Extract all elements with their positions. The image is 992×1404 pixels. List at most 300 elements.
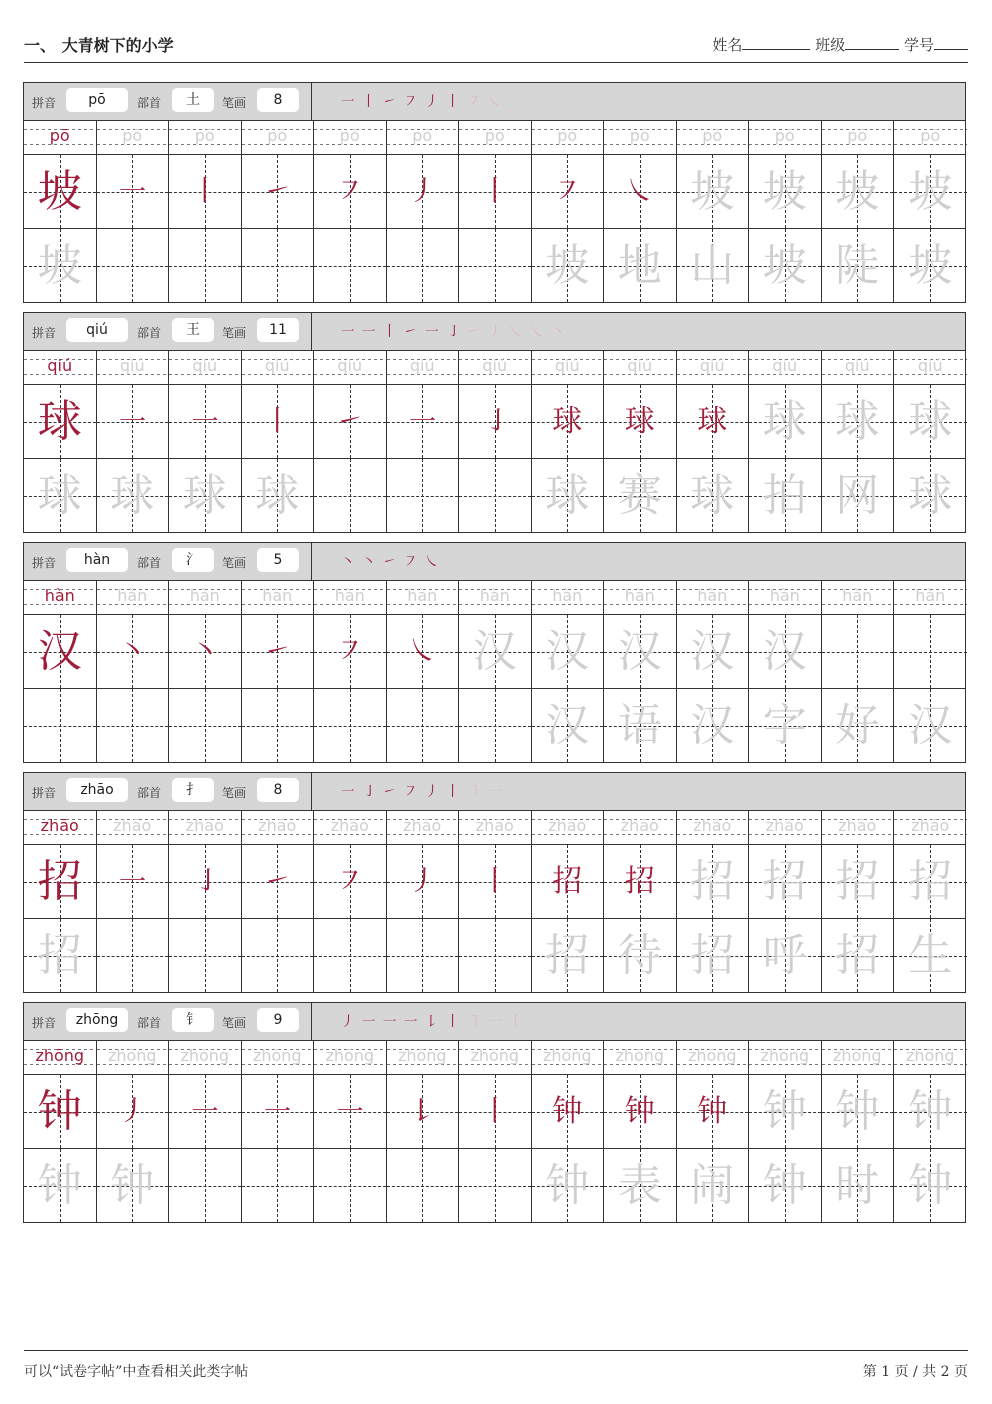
- practice-cell[interactable]: [894, 1075, 967, 1148]
- practice-cell[interactable]: [894, 155, 967, 228]
- pinyin-cell[interactable]: [822, 1041, 895, 1074]
- practice-cell[interactable]: [97, 919, 170, 992]
- practice-cell[interactable]: [97, 689, 170, 762]
- practice-cell[interactable]: [604, 459, 677, 532]
- pinyin-label: 拼音: [32, 326, 57, 340]
- practice-cell[interactable]: [24, 155, 97, 228]
- practice-char: 球: [908, 470, 953, 521]
- radical-label: 部首: [137, 556, 162, 570]
- practice-char: 坡: [545, 240, 590, 291]
- practice-char: [242, 229, 314, 302]
- pinyin-cell[interactable]: [24, 121, 97, 154]
- practice-cell[interactable]: [169, 1075, 242, 1148]
- practice-cell[interactable]: [749, 845, 822, 918]
- practice-cell[interactable]: [532, 229, 605, 302]
- pinyin-cell[interactable]: [24, 811, 97, 844]
- practice-cell[interactable]: [894, 1149, 967, 1222]
- practice-cell[interactable]: [97, 845, 170, 918]
- practice-cell[interactable]: [532, 1149, 605, 1222]
- practice-cell[interactable]: [532, 845, 605, 918]
- pinyin-cell[interactable]: [604, 581, 677, 614]
- practice-char: 钟: [908, 1086, 953, 1137]
- practice-cell[interactable]: [677, 1075, 750, 1148]
- practice-cell[interactable]: [459, 1075, 532, 1148]
- pinyin-cell[interactable]: [387, 121, 460, 154]
- practice-char: 汉: [908, 700, 953, 751]
- practice-char: 钟: [762, 1086, 807, 1137]
- pinyin-cell[interactable]: [314, 351, 387, 384]
- pinyin-guide: zhāo: [185, 816, 224, 835]
- practice-char: 钟: [552, 1094, 583, 1129]
- practice-cell[interactable]: [749, 229, 822, 302]
- pinyin-cell[interactable]: [822, 581, 895, 614]
- pinyin-guide: zhāo: [838, 816, 877, 835]
- practice-cell[interactable]: [24, 919, 97, 992]
- pinyin-guide: qiú: [409, 356, 435, 375]
- practice-cell[interactable]: [387, 689, 460, 762]
- radical-value: 扌: [172, 778, 214, 802]
- practice-cell[interactable]: [242, 459, 315, 532]
- stroke-glyph: ㇚: [445, 322, 467, 340]
- radical-value: 氵: [172, 548, 214, 572]
- pinyin-cell[interactable]: [97, 581, 170, 614]
- practice-cell[interactable]: [169, 459, 242, 532]
- practice-cell[interactable]: [532, 919, 605, 992]
- pinyin-cell[interactable]: [97, 351, 170, 384]
- pinyin-cell[interactable]: [169, 811, 242, 844]
- practice-char: 呼: [762, 930, 807, 981]
- practice-cell[interactable]: [677, 155, 750, 228]
- practice-cell[interactable]: [242, 615, 315, 688]
- pinyin-cell[interactable]: [242, 121, 315, 154]
- pinyin-guide: hàn: [407, 586, 438, 605]
- practice-char: 字: [762, 700, 807, 751]
- stroke-glyph: ㇑: [445, 92, 467, 110]
- stroke-count: 11: [257, 318, 299, 342]
- pinyin-guide: zhōng: [905, 1046, 955, 1065]
- practice-cell[interactable]: [459, 615, 532, 688]
- strokes-label: 笔画: [222, 1016, 247, 1030]
- pinyin-cell[interactable]: [822, 811, 895, 844]
- pinyin-guide: zhāo: [330, 816, 369, 835]
- pinyin-cell[interactable]: [677, 1041, 750, 1074]
- practice-char: 汉: [545, 700, 590, 751]
- practice-cell[interactable]: [894, 385, 967, 458]
- pinyin-cell[interactable]: [894, 1041, 967, 1074]
- pinyin-cell[interactable]: [604, 351, 677, 384]
- practice-cell[interactable]: [169, 919, 242, 992]
- pinyin-guide: zhāo: [620, 816, 659, 835]
- practice-cell[interactable]: [314, 1149, 387, 1222]
- practice-cell[interactable]: [169, 615, 242, 688]
- practice-cell[interactable]: [314, 459, 387, 532]
- practice-cell[interactable]: [387, 615, 460, 688]
- practice-char: [387, 689, 459, 762]
- practice-cell[interactable]: [314, 615, 387, 688]
- practice-char: ㇇: [334, 174, 365, 209]
- practice-cell[interactable]: [749, 1075, 822, 1148]
- practice-cell[interactable]: [242, 919, 315, 992]
- pinyin-guide: qiú: [554, 356, 580, 375]
- pinyin-cell[interactable]: [677, 351, 750, 384]
- practice-char: 招: [690, 930, 735, 981]
- practice-char: 招: [624, 864, 655, 899]
- practice-cell[interactable]: [532, 155, 605, 228]
- practice-cell[interactable]: [604, 385, 677, 458]
- practice-char: ㇀: [334, 404, 365, 439]
- practice-cell[interactable]: [532, 689, 605, 762]
- stroke-count: 8: [257, 88, 299, 112]
- practice-char: 球: [552, 404, 583, 439]
- char-block-0: [23, 82, 966, 303]
- practice-cell[interactable]: [314, 229, 387, 302]
- practice-cell[interactable]: [314, 155, 387, 228]
- stroke-order: [311, 543, 965, 580]
- practice-cell[interactable]: [822, 459, 895, 532]
- pinyin-cell[interactable]: [604, 121, 677, 154]
- pinyin-cell[interactable]: [459, 581, 532, 614]
- practice-cell[interactable]: [822, 919, 895, 992]
- practice-char: [242, 919, 314, 992]
- pinyin-guide: qiú: [699, 356, 725, 375]
- pinyin-cell[interactable]: [532, 1041, 605, 1074]
- practice-cell[interactable]: [894, 229, 967, 302]
- pinyin-cell[interactable]: [387, 581, 460, 614]
- section-title: 一、 大青树下的小学: [24, 36, 174, 55]
- practice-cell[interactable]: [677, 689, 750, 762]
- practice-cell[interactable]: [749, 919, 822, 992]
- practice-cell[interactable]: [24, 385, 97, 458]
- pinyin-guide: hàn: [479, 586, 510, 605]
- practice-cell[interactable]: [314, 1075, 387, 1148]
- pinyin-guide: zhōng: [397, 1046, 447, 1065]
- practice-char: ㇐: [117, 404, 148, 439]
- pinyin-cell[interactable]: [97, 811, 170, 844]
- pinyin-cell[interactable]: [314, 811, 387, 844]
- practice-cell[interactable]: [749, 385, 822, 458]
- pinyin-cell[interactable]: [532, 811, 605, 844]
- practice-cell[interactable]: [387, 845, 460, 918]
- practice-cell[interactable]: [677, 459, 750, 532]
- pinyin-guide: hàn: [334, 586, 365, 605]
- pinyin-cell[interactable]: [822, 351, 895, 384]
- practice-cell[interactable]: [242, 385, 315, 458]
- pinyin-cell[interactable]: [677, 581, 750, 614]
- pinyin-cell[interactable]: [894, 351, 967, 384]
- practice-cell[interactable]: [677, 229, 750, 302]
- practice-row-words: [24, 1149, 965, 1222]
- practice-cell[interactable]: [314, 845, 387, 918]
- practice-char: 球: [690, 470, 735, 521]
- practice-cell[interactable]: [822, 385, 895, 458]
- practice-cell[interactable]: [459, 919, 532, 992]
- pinyin-guide: hàn: [842, 586, 873, 605]
- pinyin-cell[interactable]: [24, 351, 97, 384]
- radical-label: 部首: [137, 326, 162, 340]
- practice-cell[interactable]: [677, 615, 750, 688]
- practice-char: 时: [835, 1160, 880, 1211]
- practice-cell[interactable]: [314, 385, 387, 458]
- practice-cell[interactable]: [97, 459, 170, 532]
- practice-cell[interactable]: [749, 689, 822, 762]
- pinyin-cell[interactable]: [387, 811, 460, 844]
- practice-char: 钟: [37, 1086, 82, 1137]
- practice-cell[interactable]: [387, 919, 460, 992]
- pinyin-cell[interactable]: [604, 811, 677, 844]
- pinyin-cell[interactable]: [749, 121, 822, 154]
- pinyin-guide: pō: [920, 126, 941, 145]
- pinyin-guide: zhāo: [693, 816, 732, 835]
- practice-cell[interactable]: [894, 919, 967, 992]
- stroke-glyph: ㇐: [403, 1012, 425, 1030]
- pinyin-guide: pō: [847, 126, 868, 145]
- practice-cell[interactable]: [169, 689, 242, 762]
- practice-cell[interactable]: [749, 155, 822, 228]
- practice-char: 闹: [690, 1160, 735, 1211]
- practice-cell[interactable]: [677, 845, 750, 918]
- practice-cell[interactable]: [604, 1075, 677, 1148]
- practice-cell[interactable]: [387, 459, 460, 532]
- practice-cell[interactable]: [894, 845, 967, 918]
- pinyin-cell[interactable]: [532, 581, 605, 614]
- pinyin-cell[interactable]: [459, 811, 532, 844]
- name-field[interactable]: [742, 35, 810, 50]
- practice-char: 山: [690, 240, 735, 291]
- practice-cell[interactable]: [24, 689, 97, 762]
- practice-char: 球: [37, 396, 82, 447]
- stroke-glyph: ㇔: [340, 552, 362, 570]
- practice-cell[interactable]: [24, 229, 97, 302]
- pinyin-guide: hàn: [44, 586, 75, 605]
- pinyin-cell[interactable]: [677, 811, 750, 844]
- pinyin-cell[interactable]: [314, 581, 387, 614]
- pinyin-cell[interactable]: [242, 581, 315, 614]
- pinyin-cell[interactable]: [749, 1041, 822, 1074]
- practice-cell[interactable]: [314, 689, 387, 762]
- practice-cell[interactable]: [604, 155, 677, 228]
- practice-cell[interactable]: [387, 1075, 460, 1148]
- practice-cell[interactable]: [242, 689, 315, 762]
- practice-char: ㇓: [407, 174, 438, 209]
- practice-cell[interactable]: [24, 845, 97, 918]
- practice-char: ㇑: [479, 864, 510, 899]
- practice-cell[interactable]: [97, 385, 170, 458]
- practice-char: 网: [835, 470, 880, 521]
- pinyin-cell[interactable]: [532, 121, 605, 154]
- practice-cell[interactable]: [604, 229, 677, 302]
- practice-cell[interactable]: [677, 1149, 750, 1222]
- practice-cell[interactable]: [24, 615, 97, 688]
- pinyin-guide: qiú: [192, 356, 218, 375]
- practice-cell[interactable]: [387, 229, 460, 302]
- practice-cell[interactable]: [822, 615, 895, 688]
- pinyin-cell[interactable]: [894, 811, 967, 844]
- practice-char: ㇓: [407, 864, 438, 899]
- practice-cell[interactable]: [169, 1149, 242, 1222]
- pinyin-cell[interactable]: [894, 581, 967, 614]
- practice-char: ㇏: [407, 634, 438, 669]
- practice-char: 球: [182, 470, 227, 521]
- pinyin-cell[interactable]: [169, 351, 242, 384]
- pinyin-guide: pō: [339, 126, 360, 145]
- pinyin-guide: zhāo: [258, 816, 297, 835]
- class-field[interactable]: [845, 35, 899, 50]
- pinyin-cell[interactable]: [749, 351, 822, 384]
- practice-cell[interactable]: [459, 1149, 532, 1222]
- pinyin-cell[interactable]: [314, 121, 387, 154]
- practice-cell[interactable]: [532, 459, 605, 532]
- pinyin-cell[interactable]: [459, 121, 532, 154]
- practice-cell[interactable]: [604, 845, 677, 918]
- strokes-label: 笔画: [222, 556, 247, 570]
- practice-cell[interactable]: [97, 1075, 170, 1148]
- pinyin-cell[interactable]: [822, 121, 895, 154]
- practice-cell[interactable]: [604, 689, 677, 762]
- practice-char: [242, 689, 314, 762]
- practice-cell[interactable]: [24, 459, 97, 532]
- practice-cell[interactable]: [822, 229, 895, 302]
- pinyin-cell[interactable]: [169, 1041, 242, 1074]
- pinyin-guide: zhāo: [40, 816, 79, 835]
- practice-char: [314, 919, 386, 992]
- practice-cell[interactable]: [242, 1075, 315, 1148]
- practice-cell[interactable]: [532, 385, 605, 458]
- practice-cell[interactable]: [459, 459, 532, 532]
- practice-cell[interactable]: [169, 845, 242, 918]
- pinyin-cell[interactable]: [604, 1041, 677, 1074]
- practice-cell[interactable]: [242, 845, 315, 918]
- practice-cell[interactable]: [242, 155, 315, 228]
- pinyin-cell[interactable]: [749, 581, 822, 614]
- practice-cell[interactable]: [459, 845, 532, 918]
- practice-char: 地: [617, 240, 662, 291]
- practice-char: 陡: [835, 240, 880, 291]
- pinyin-label: 拼音: [32, 786, 57, 800]
- stroke-glyph: ㇔: [550, 322, 572, 340]
- practice-char: [459, 1149, 531, 1222]
- practice-cell[interactable]: [822, 689, 895, 762]
- pinyin-cell[interactable]: [242, 811, 315, 844]
- practice-row-strokes: [24, 155, 965, 229]
- pinyin-cell[interactable]: [97, 121, 170, 154]
- practice-cell[interactable]: [97, 615, 170, 688]
- pinyin-guide: hàn: [915, 586, 946, 605]
- practice-char: [459, 689, 531, 762]
- pinyin-cell[interactable]: [894, 121, 967, 154]
- pinyin-cell[interactable]: [169, 581, 242, 614]
- practice-cell[interactable]: [822, 155, 895, 228]
- practice-cell[interactable]: [677, 385, 750, 458]
- stroke-count: 5: [257, 548, 299, 572]
- practice-char: 招: [835, 856, 880, 907]
- practice-cell[interactable]: [459, 155, 532, 228]
- practice-cell[interactable]: [169, 229, 242, 302]
- practice-char: [242, 1149, 314, 1222]
- practice-cell[interactable]: [387, 155, 460, 228]
- stroke-glyph: ㇚: [361, 782, 383, 800]
- practice-cell[interactable]: [749, 459, 822, 532]
- pinyin-cell[interactable]: [459, 1041, 532, 1074]
- practice-cell[interactable]: [387, 385, 460, 458]
- practice-cell[interactable]: [242, 1149, 315, 1222]
- pinyin-guide: zhōng: [470, 1046, 520, 1065]
- practice-char: 球: [835, 396, 880, 447]
- practice-cell[interactable]: [822, 845, 895, 918]
- char-info-bar: [24, 1003, 965, 1041]
- practice-char: 招: [762, 856, 807, 907]
- practice-cell[interactable]: [822, 1075, 895, 1148]
- pinyin-cell[interactable]: [459, 351, 532, 384]
- practice-cell[interactable]: [677, 919, 750, 992]
- practice-cell[interactable]: [604, 615, 677, 688]
- name-label: 姓名: [712, 36, 743, 54]
- practice-cell[interactable]: [532, 1075, 605, 1148]
- practice-char: 坡: [835, 166, 880, 217]
- stroke-order: [311, 313, 965, 350]
- practice-cell[interactable]: [459, 229, 532, 302]
- pinyin-cell[interactable]: [242, 1041, 315, 1074]
- practice-cell[interactable]: [459, 689, 532, 762]
- id-field[interactable]: [934, 35, 968, 50]
- page-number: 第 1 页 / 共 2 页: [862, 1364, 968, 1380]
- pinyin-guide: zhāo: [403, 816, 442, 835]
- pinyin-cell[interactable]: [24, 581, 97, 614]
- pinyin-row: [24, 1041, 965, 1075]
- pinyin-cell[interactable]: [532, 351, 605, 384]
- practice-cell[interactable]: [24, 1075, 97, 1148]
- pinyin-cell[interactable]: [314, 1041, 387, 1074]
- practice-cell[interactable]: [894, 459, 967, 532]
- practice-char: [459, 229, 531, 302]
- pinyin-cell[interactable]: [97, 1041, 170, 1074]
- pinyin-cell[interactable]: [677, 121, 750, 154]
- practice-cell[interactable]: [604, 1149, 677, 1222]
- practice-char: 招: [690, 856, 735, 907]
- pinyin-cell[interactable]: [387, 1041, 460, 1074]
- practice-cell[interactable]: [97, 1149, 170, 1222]
- practice-char: 好: [835, 700, 880, 751]
- pinyin-cell[interactable]: [387, 351, 460, 384]
- pinyin-cell[interactable]: [242, 351, 315, 384]
- practice-cell[interactable]: [242, 229, 315, 302]
- practice-cell[interactable]: [749, 615, 822, 688]
- practice-cell[interactable]: [314, 919, 387, 992]
- practice-cell[interactable]: [749, 1149, 822, 1222]
- practice-cell[interactable]: [459, 385, 532, 458]
- practice-row-words: [24, 459, 965, 532]
- practice-char: ㇔: [117, 634, 148, 669]
- practice-cell[interactable]: [97, 155, 170, 228]
- practice-cell[interactable]: [387, 1149, 460, 1222]
- practice-cell[interactable]: [24, 1149, 97, 1222]
- practice-cell[interactable]: [532, 615, 605, 688]
- practice-char: 球: [545, 470, 590, 521]
- practice-char: ㇐: [117, 864, 148, 899]
- practice-char: 汉: [762, 626, 807, 677]
- practice-cell[interactable]: [169, 155, 242, 228]
- practice-cell[interactable]: [604, 919, 677, 992]
- pinyin-cell[interactable]: [24, 1041, 97, 1074]
- practice-cell[interactable]: [894, 689, 967, 762]
- pinyin-cell[interactable]: [749, 811, 822, 844]
- pinyin-guide: pō: [774, 126, 795, 145]
- practice-char: ㇐: [407, 404, 438, 439]
- pinyin-cell[interactable]: [169, 121, 242, 154]
- practice-cell[interactable]: [822, 1149, 895, 1222]
- practice-cell[interactable]: [97, 229, 170, 302]
- practice-cell[interactable]: [169, 385, 242, 458]
- practice-cell[interactable]: [894, 615, 967, 688]
